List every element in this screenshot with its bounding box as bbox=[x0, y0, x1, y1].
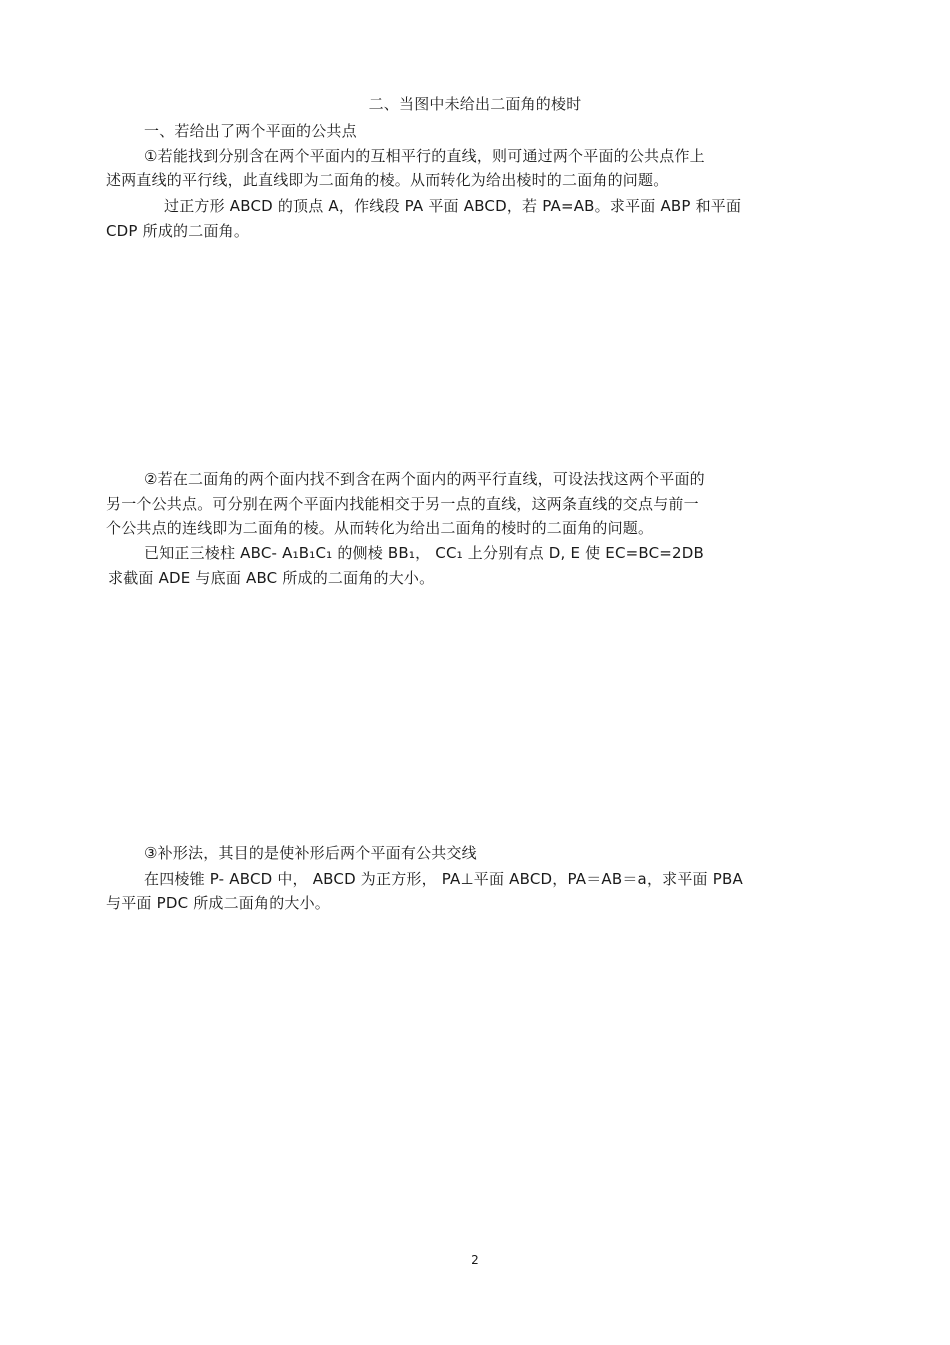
example-3-line-2: 与平面 PDC 所成二面角的大小。 bbox=[106, 894, 331, 912]
example-2-line-2: 求截面 ADE 与底面 ABC 所成的二面角的大小。 bbox=[108, 569, 435, 587]
example-2-line-1: 已知正三棱柱 ABC- A₁B₁C₁ 的侧棱 BB₁， CC₁ 上分别有点 D, E 使 EC=BC=2DB bbox=[144, 544, 705, 562]
example-3-line-1: 在四棱锥 P- ABCD 中， ABCD 为正方形， PA⊥平面 ABCD，PA＝AB＝a，求平面 PBA bbox=[144, 870, 743, 888]
method-2-line-2: 另一个公共点。可分别在两个平面内找能相交于另一点的直线，这两条直线的交点与前一 bbox=[106, 495, 699, 513]
method-1-line-2: 述两直线的平行线，此直线即为二面角的棱。从而转化为给出棱时的二面角的问题。 bbox=[106, 171, 669, 189]
subsection-heading: 一、若给出了两个平面的公共点 bbox=[144, 122, 357, 140]
method-3-line-1: ③补形法，其目的是使补形后两个平面有公共交线 bbox=[144, 844, 477, 862]
method-2-line-1: ②若在二面角的两个面内找不到含在两个面内的两平行直线，可设法找这两个平面的 bbox=[144, 470, 705, 488]
page-number: 2 bbox=[471, 1253, 479, 1267]
method-2-line-3: 个公共点的连线即为二面角的棱。从而转化为给出二面角的棱时的二面角的问题。 bbox=[106, 519, 654, 537]
example-1-line-2: CDP 所成的二面角。 bbox=[106, 222, 250, 240]
section-title: 二、当图中未给出二面角的棱时 bbox=[368, 95, 582, 113]
example-1-line-1: 过正方形 ABCD 的顶点 A，作线段 PA 平面 ABCD，若 PA=AB。求平面 ABP 和平面 bbox=[164, 197, 742, 215]
method-1-line-1: ①若能找到分别含在两个平面内的互相平行的直线，则可通过两个平面的公共点作上 bbox=[144, 147, 705, 165]
